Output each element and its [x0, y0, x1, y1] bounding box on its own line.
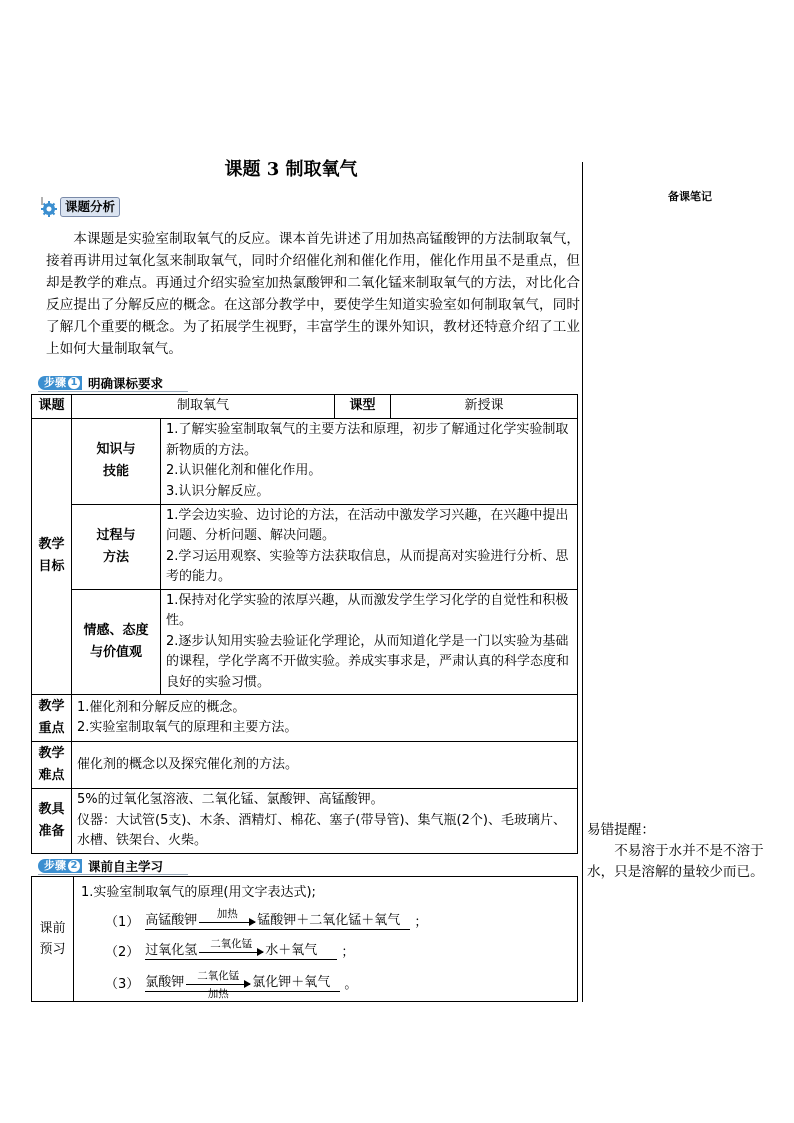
list-item: 1.了解实验室制取氧气的主要方法和原理，初步了解通过化学实验制取新物质的方法。 [166, 422, 569, 458]
tip-title: 易错提醒： [587, 822, 655, 838]
standards-table [31, 394, 578, 854]
list-item: 2.实验室制取氧气的原理和主要方法。 [77, 720, 298, 735]
step-label: 明确课标要求 [88, 376, 164, 391]
list-item: 2.逐步认知用实验去验证化学理论，从而知道化学是一门以实验为基础的课程，学化学离不开做实验。养成实事求是，严肃认真的科学态度和良好的实验习惯。 [166, 633, 570, 690]
table-row [32, 418, 578, 504]
goal-category: 知识与 技能 [72, 418, 161, 504]
list-item: 仪器：大试管(5支)、木条、酒精灯、棉花、塞子(带导管)、集气瓶(2个)、毛玻璃片、水槽、铁架台、火柴。 [77, 812, 566, 848]
table-row [32, 695, 578, 742]
products: 氯化钾＋氧气 [252, 975, 331, 990]
goal-items [161, 418, 578, 504]
list-item: 5%的过氧化氢溶液、二氧化锰、氯酸钾、高锰酸钾。 [77, 792, 384, 807]
step-pill: 步骤 2 [38, 859, 82, 873]
topic-header: 课题 [32, 395, 72, 419]
table-row [32, 395, 578, 419]
table-row [32, 504, 578, 589]
key-items [72, 695, 578, 742]
products: 锰酸钾＋二氧化锰＋氧气 [257, 913, 401, 928]
goal-category: 情感、态度 与价值观 [72, 589, 161, 695]
list-item: 1.催化剂和分解反应的概念。 [77, 699, 246, 715]
goal-category: 过程与 方法 [72, 504, 161, 589]
preview-label: 课前 预习 [32, 877, 74, 1001]
step-number: 1 [68, 377, 80, 389]
equation-number: （3） [105, 977, 140, 992]
key-label: 教学 重点 [32, 695, 72, 742]
equation-number: （2） [105, 945, 140, 960]
difficulty-label: 教学 难点 [32, 742, 72, 789]
list-item: 3.认识分解反应。 [166, 483, 270, 499]
table-row [32, 789, 578, 854]
step2-header [38, 858, 188, 874]
list-item: 2.认识催化剂和催化作用。 [166, 463, 322, 478]
reaction-arrow-icon: 加热 [199, 912, 255, 928]
equation-2: （2） 过氧化氢 二氧化锰 水＋氧气 ； [105, 938, 355, 960]
equation-3: （3） 氯酸钾 二氧化锰 加热 氯化钾＋氧气 。 [105, 970, 358, 1000]
analysis-badge-label: 课题分析 [60, 197, 120, 217]
tools-label: 教具 准备 [32, 789, 72, 854]
type-value: 新授课 [391, 395, 578, 419]
reaction-arrow-icon: 二氧化锰 加热 [186, 974, 250, 990]
reactant: 过氧化氢 [145, 943, 198, 958]
analysis-paragraph: 本课题是实验室制取氧气的反应。课本首先讲述了用加热高锰酸钾的方法制取氧气，接着再讲用过氧化氢来制取氧气，同时介绍催化剂和催化作用，催化作用虽不是重点，但却是教学的难点。再通过介绍实验室加热氯酸钾和二氧化锰来制取氧气的方法，对比化合反应提出了分解反应的概念。在这部分教学中，要使学生知道实验室如何制取氧气，同时了解几个重要的概念。为了拓展学生视野，丰富学生的课外知识，教材还特意介绍了工业上如何大量制取氧气。 [46, 231, 580, 357]
step1-header [38, 375, 188, 391]
list-item: 1.保持对化学实验的浓厚兴趣，从而激发学生学习化学的自觉性和积极性。 [166, 592, 569, 628]
step-number: 2 [68, 860, 80, 872]
notes-label: 备课笔记 [668, 190, 712, 203]
equation-1: （1） 高锰酸钾 加热 锰酸钾＋二氧化锰＋氧气 ； [105, 908, 428, 930]
reactant: 氯酸钾 [145, 975, 185, 990]
table-row [32, 742, 578, 789]
topic-value: 制取氧气 [72, 395, 335, 419]
page-title: 课题 3 制取氧气 [224, 159, 358, 180]
tip-text: 不易溶于水并不是不溶于水，只是溶解的量较少而已。 [587, 843, 764, 880]
goal-items [161, 589, 578, 695]
preview-intro: 1.实验室制取氧气的原理(用文字表达式); [81, 885, 316, 900]
equation-number: （1） [105, 915, 140, 930]
preview-box [31, 876, 578, 1002]
list-item: 1.学会边实验、边讨论的方法，在活动中激发学习兴趣，在兴趣中提出问题、分析问题、解决问题。 [166, 507, 569, 543]
reaction-arrow-icon: 二氧化锰 [199, 942, 263, 958]
products: 水＋氧气 [265, 943, 318, 958]
analysis-badge [38, 197, 120, 217]
goals-label: 教学 目标 [32, 418, 72, 695]
type-header: 课型 [335, 395, 391, 419]
goal-items [161, 504, 578, 589]
list-item: 2.学习运用观察、实验等方法获取信息，从而提高对实验进行分析、思考的能力。 [166, 548, 569, 584]
reactant: 高锰酸钾 [145, 913, 198, 928]
table-row [32, 589, 578, 695]
step-label: 课前自主学习 [88, 859, 164, 874]
gear-icon [38, 197, 60, 217]
column-divider [582, 162, 583, 1002]
difficulty-text: 催化剂的概念以及探究催化剂的方法。 [72, 742, 578, 789]
step-pill: 步骤 1 [38, 376, 82, 390]
tools-items [72, 789, 578, 854]
